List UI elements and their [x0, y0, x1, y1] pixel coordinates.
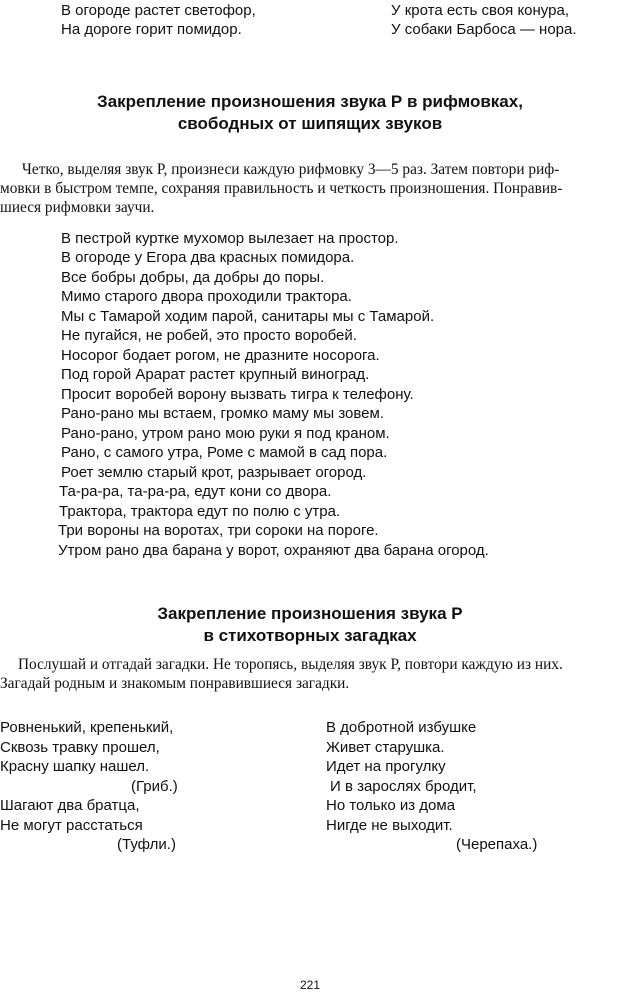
rhyme-line: Утром рано два барана у ворот, охраняют два барана огород.: [58, 542, 489, 559]
top-poem-left-line: В огороде растет светофор,: [61, 2, 256, 19]
riddle-line: Красну шапку нашел.: [0, 758, 150, 775]
instruction-line: мовки в быстром темпе, сохраняя правильность и четкость произношения. Понравив-: [0, 180, 563, 197]
riddle-answer: (Черепаха.): [456, 836, 538, 853]
page-number: 221: [299, 978, 321, 992]
rhyme-line: Роет землю старый крот, разрывает огород.: [61, 464, 367, 481]
instruction-line: Четко, выделяя звук Р, произнеси каждую рифмовку 3—5 раз. Затем повтори риф-: [21, 161, 560, 178]
rhyme-line: В огороде у Егора два красных помидора.: [61, 249, 355, 266]
rhyme-line: Рано-рано мы встаем, громко маму мы зовем.: [61, 405, 384, 422]
section2-title-line: в стихотворных загадках: [203, 626, 417, 645]
rhyme-line: Все бобры добры, да добры до поры.: [61, 269, 325, 286]
top-poem-right-line: У собаки Барбоса — нора.: [391, 21, 577, 38]
riddle-line: Ровненький, крепенький,: [0, 719, 174, 736]
instruction-line: Загадай родным и знакомым понравившиеся загадки.: [0, 675, 350, 692]
riddle-line: Шагают два братца,: [0, 797, 140, 814]
riddle-answer: (Туфли.): [117, 836, 176, 853]
rhyme-line: Мы с Тамарой ходим парой, санитары мы с Тамарой.: [61, 308, 435, 325]
rhyme-line: Не пугайся, не робей, это просто воробей.: [61, 327, 357, 344]
rhyme-line: Трактора, трактора едут по полю с утра.: [59, 503, 341, 520]
rhyme-line: Просит воробей ворону вызвать тигра к телефону.: [61, 386, 414, 403]
riddle-line: Сквозь травку прошел,: [0, 739, 160, 756]
section2-title-line: Закрепление произношения звука Р: [157, 604, 463, 623]
riddle-line: Живет старушка.: [326, 739, 445, 756]
section1-title-line: свободных от шипящих звуков: [177, 114, 443, 133]
instruction-line: шиеся рифмовки заучи.: [0, 199, 155, 216]
rhyme-line: Мимо старого двора проходили трактора.: [61, 288, 352, 305]
rhyme-line: Та-ра-ра, та-ра-ра, едут кони со двора.: [59, 483, 332, 500]
riddle-line: Не могут расстаться: [0, 817, 143, 834]
rhyme-line: Рано-рано, утром рано мою руки я под краном.: [61, 425, 390, 442]
rhyme-line: Под горой Арарат растет крупный виноград.: [61, 366, 370, 383]
instruction-line: Послушай и отгадай загадки. Не торопясь, выделяя звук Р, повтори каждую из них.: [17, 656, 563, 673]
section1-title-line: Закрепление произношения звука Р в рифмовках,: [97, 92, 523, 111]
riddle-line: Нигде не выходит.: [326, 817, 453, 834]
top-poem-right-line: У крота есть своя конура,: [391, 2, 569, 19]
rhyme-line: В пестрой куртке мухомор вылезает на простор.: [61, 230, 399, 247]
riddle-line: Но только из дома: [326, 797, 456, 814]
rhyme-line: Носорог бодает рогом, не дразните носорога.: [61, 347, 380, 364]
riddle-line: В добротной избушке: [326, 719, 477, 736]
rhyme-line: Три вороны на воротах, три сороки на пороге.: [58, 522, 379, 539]
rhyme-line: Рано, с самого утра, Роме с мамой в сад пора.: [61, 444, 388, 461]
riddle-line: Идет на прогулку: [326, 758, 446, 775]
top-poem-left-line: На дороге горит помидор.: [61, 21, 242, 38]
riddle-line: И в зарослях бродит,: [330, 778, 477, 795]
section1-instruction: [0, 160, 620, 217]
riddle-answer: (Гриб.): [131, 778, 178, 795]
section2-instruction: [0, 655, 620, 693]
